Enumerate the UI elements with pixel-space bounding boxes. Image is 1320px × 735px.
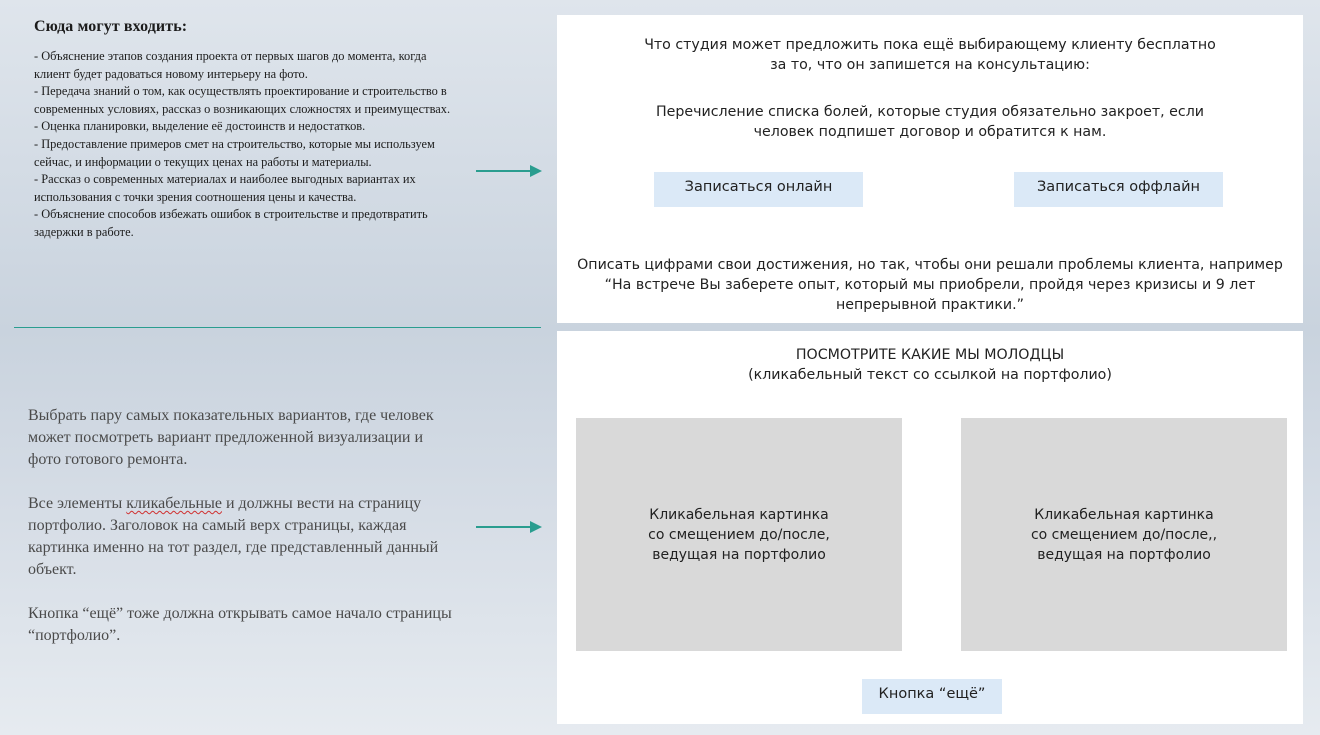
image-caption: Кликабельная картинка со смещением до/после,, ведущая на портфолио: [1030, 506, 1218, 563]
signup-online-button[interactable]: Записаться онлайн: [654, 172, 863, 207]
portfolio-title-link[interactable]: ПОСМОТРИТЕ КАКИЕ МЫ МОЛОДЦЫ: [795, 347, 1065, 363]
portfolio-subtitle: (кликабельный текст со ссылкой на портфолио): [748, 367, 1112, 383]
pains-text: Перечисление списка болей, которые студия обязательно закроет, если человек подпишет договор и обратится к нам.: [656, 104, 1204, 140]
arrow-right-icon: [476, 520, 542, 534]
portfolio-image-2[interactable]: [961, 418, 1287, 651]
portfolio-note-3: Кнопка “ещё” тоже должна открывать самое начало страницы “портфолио”.: [28, 605, 452, 644]
achievements-text: Описать цифрами свои достижения, но так, чтобы они решали проблемы клиента, например “На встрече Вы заберете опыт, который мы приобрели, пройдя через кризисы и 9 лет непрерывной практики.”: [577, 257, 1283, 313]
portfolio-note-2: Все элементы кликабельные и должны вести на страницу портфолио. Заголовок на самый верх страницы, каждая картинка именно на тот раздел, где представленный данный объект.: [28, 495, 439, 578]
portfolio-panel: [557, 331, 1303, 724]
spellcheck-word: кликабельные: [126, 495, 222, 512]
notes-list: [34, 48, 454, 242]
section-divider: [14, 327, 541, 328]
list-item: - Оценка планировки, выделение её достоинств и недостатков.: [34, 119, 366, 134]
list-item: - Передача знаний о том, как осуществлять проектирование и строительство в современных условиях, рассказ о возникающих сложностях и преимуществах.: [34, 84, 451, 116]
list-item: - Объяснение этапов создания проекта от первых шагов до момента, когда клиент будет радоваться новому интерьеру на фото.: [34, 49, 427, 81]
arrow-right-icon: [476, 164, 542, 178]
more-button[interactable]: Кнопка “ещё”: [862, 679, 1002, 714]
signup-offline-button[interactable]: Записаться оффлайн: [1014, 172, 1223, 207]
notes-block: [34, 18, 454, 242]
portfolio-note-1: Выбрать пару самых показательных вариантов, где человек может посмотреть вариант предложенной визуализации и фото готового ремонта.: [28, 407, 434, 468]
portfolio-notes: [28, 405, 458, 669]
offer-text: Что студия может предложить пока ещё выбирающему клиенту бесплатно за то, что он запишется на консультацию:: [644, 37, 1216, 73]
list-item: - Рассказ о современных материалах и наиболее выгодных вариантах их использования с точки зрения соотношения цены и качества.: [34, 172, 416, 204]
list-item: - Объяснение способов избежать ошибок в строительстве и предотвратить задержки в работе.: [34, 207, 428, 239]
list-item: - Предоставление примеров смет на строительство, которые мы используем сейчас, и информации о текущих ценах на работы и материалы.: [34, 136, 435, 169]
portfolio-image-1[interactable]: [576, 418, 902, 651]
notes-heading: Сюда могут входить:: [34, 18, 188, 35]
image-caption: Кликабельная картинка со смещением до/после, ведущая на портфолио: [648, 506, 830, 563]
consultation-panel: [557, 15, 1303, 323]
